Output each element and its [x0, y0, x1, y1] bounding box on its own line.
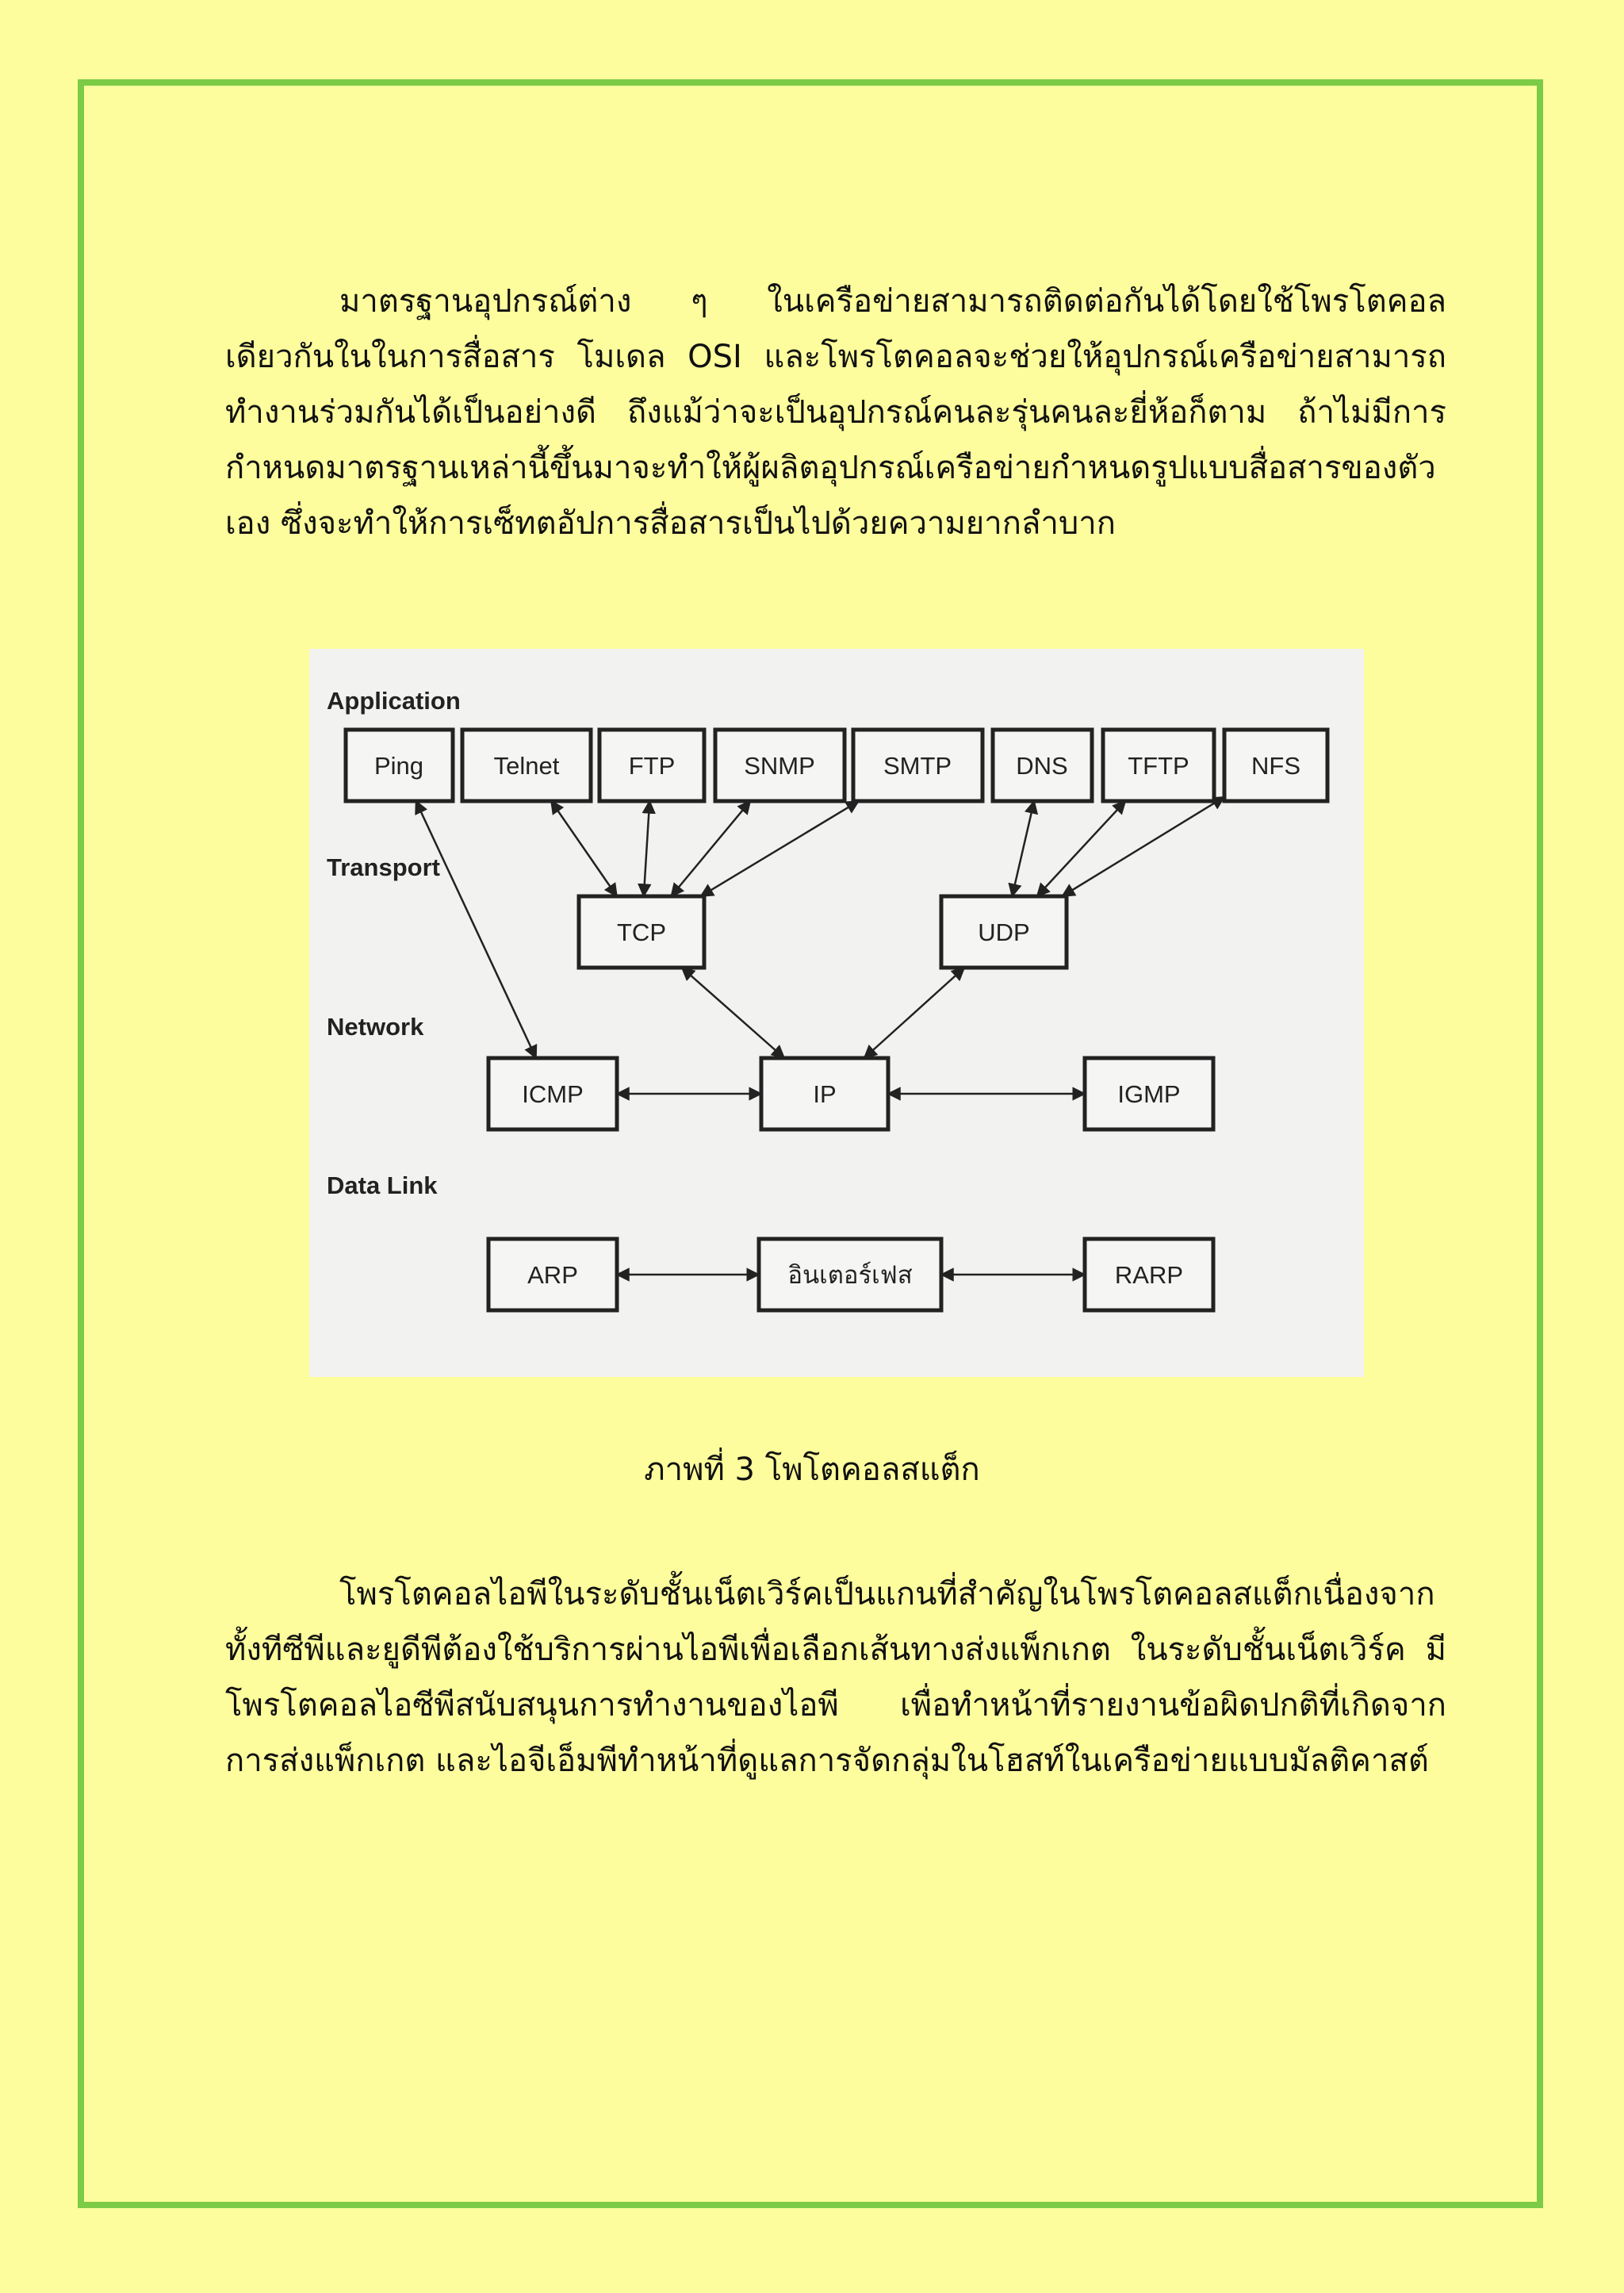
- node-icmp: [488, 1058, 617, 1129]
- node-label-arp: ARP: [527, 1261, 578, 1290]
- figure-caption: ภาพที่ 3 โพโตคอลสแต็ก: [644, 1451, 980, 1488]
- layer-label-transport: Transport: [327, 853, 440, 881]
- node-ftp: [599, 730, 704, 801]
- edge-snmp-tcp: [671, 801, 750, 896]
- node-telnet: [462, 730, 591, 801]
- layer-label-application: Application: [327, 687, 461, 715]
- node-arp: [488, 1239, 617, 1310]
- node-label-nfs: NFS: [1251, 752, 1300, 780]
- edge-ping-icmp: [416, 801, 536, 1058]
- node-ip: [761, 1058, 888, 1129]
- node-interface: [759, 1239, 941, 1310]
- node-label-interface: อินเตอร์เฟส: [787, 1261, 913, 1290]
- edge-telnet-tcp: [551, 801, 617, 896]
- node-label-rarp: RARP: [1114, 1261, 1184, 1290]
- node-rarp: [1085, 1239, 1213, 1310]
- edge-tcp-ip: [682, 968, 784, 1058]
- node-label-dns: DNS: [1016, 752, 1068, 780]
- diagram-edges: [416, 797, 1224, 1275]
- node-label-igmp: IGMP: [1117, 1080, 1181, 1109]
- intro-paragraph: มาตรฐานอุปกรณ์ต่าง ๆ ในเครือข่ายสามารถติดต่อกันได้โดยใช้โพรโตคอลเดียวกันในในการสื่อสาร โมเดล OSI และโพรโตคอลจะช่วยให้อุปกรณ์เครือข่ายสามารถทำงานร่วมกันได้เป็นอย่างดี ถึงแม้ว่าจะเป็นอุปกรณ์คนละรุ่นคนละยี่ห้อก็ตาม ถ้าไม่มีการกำหนดมาตรฐานเหล่านี้ขึ้นมาจะทำให้ผู้ผลิตอุปกรณ์เครือข่ายกำหนดรูปแบบสื่อสารของตัวเอง ซึ่งจะทำให้การเซ็ทตอัปการสื่อสารเป็นไปด้วยความยากลำบาก: [225, 283, 1446, 542]
- edge-nfs-udp: [1063, 797, 1225, 896]
- layer-label-data-link: Data Link: [327, 1171, 438, 1199]
- node-label-udp: UDP: [978, 918, 1030, 947]
- edge-udp-ip: [864, 968, 964, 1058]
- protocol-stack-figure: [309, 649, 1364, 1377]
- node-label-telnet: Telnet: [493, 752, 560, 780]
- node-label-tftp: TFTP: [1128, 752, 1189, 780]
- node-label-ftp: FTP: [628, 752, 676, 780]
- node-label-ping: Ping: [373, 752, 424, 780]
- edge-tftp-udp: [1037, 801, 1125, 896]
- node-nfs: [1224, 730, 1327, 801]
- node-tftp: [1103, 730, 1214, 801]
- node-label-icmp: ICMP: [522, 1080, 584, 1109]
- edge-ftp-tcp: [644, 801, 649, 896]
- layer-label-network: Network: [327, 1013, 424, 1041]
- node-label-smtp: SMTP: [883, 752, 952, 780]
- edge-dns-udp: [1012, 801, 1034, 896]
- node-igmp: [1085, 1058, 1213, 1129]
- node-label-ip: IP: [813, 1080, 837, 1109]
- node-label-snmp: SNMP: [744, 752, 815, 780]
- node-label-tcp: TCP: [617, 918, 666, 947]
- node-snmp: [715, 730, 845, 801]
- node-udp: [941, 896, 1067, 968]
- edge-smtp-tcp: [701, 801, 859, 896]
- node-ping: [346, 730, 453, 801]
- protocol-stack-diagram: [309, 649, 1364, 1377]
- body-paragraph: โพรโตคอลไอพีในระดับชั้นเน็ตเวิร์คเป็นแกนที่สำคัญในโพรโตคอลสแต็กเนื่องจากทั้งทีซีพีและยูดีพีต้องใช้บริการผ่านไอพีเพื่อเลือกเส้นทางส่งแพ็กเกต ในระดับชั้นเน็ตเวิร์ค มีโพรโตคอลไอซีพีสนับสนุนการทำงานของไอพี เพื่อทำหน้าที่รายงานข้อผิดปกติที่เกิดจากการส่งแพ็กเกต และไอจีเอ็มพีทำหน้าที่ดูแลการจัดกลุ่มในโฮสท์ในเครือข่ายแบบมัลติคาสต์: [225, 1576, 1446, 1779]
- node-smtp: [853, 730, 982, 801]
- node-dns: [993, 730, 1092, 801]
- node-tcp: [579, 896, 704, 968]
